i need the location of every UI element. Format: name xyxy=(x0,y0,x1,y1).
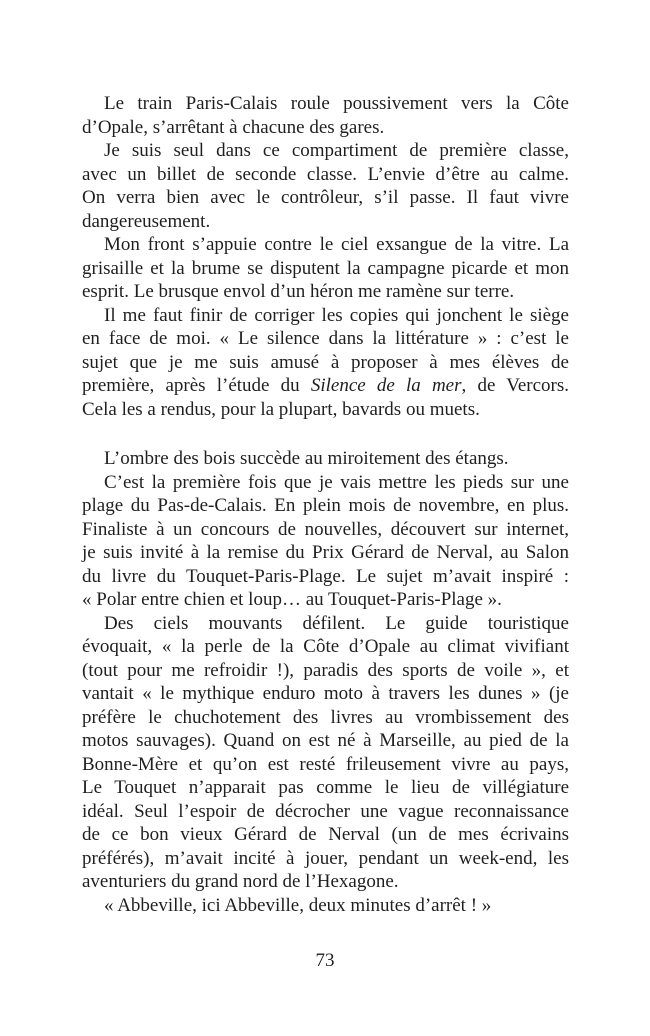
paragraph xyxy=(82,471,569,612)
text-run: Des ciels mouvants défilent. Le guide touristique xyxy=(104,612,569,634)
text-line xyxy=(82,706,569,730)
text-run: vantait « le mythique enduro moto à travers les dunes » (je xyxy=(82,683,569,704)
paragraph xyxy=(82,447,569,471)
text-line xyxy=(82,659,569,683)
text-line xyxy=(82,280,569,304)
text-line xyxy=(82,471,569,495)
paragraph xyxy=(82,304,569,422)
text-line xyxy=(82,447,569,471)
text-line xyxy=(82,800,569,824)
text-run: plage du Pas-de-Calais. En plein mois de novembre, en plus. xyxy=(82,495,569,516)
text-run: On verra bien avec le contrôleur, s’il passe. Il faut vivre xyxy=(82,187,569,208)
text-run: en face de moi. « Le silence dans la littérature » : c’est le xyxy=(82,328,569,349)
text-run: dangereusement. xyxy=(82,210,211,232)
text-line xyxy=(82,682,569,706)
text-run: , de Vercors. xyxy=(461,375,569,396)
text-line xyxy=(82,186,569,210)
paragraph xyxy=(82,894,569,918)
page-number: 73 xyxy=(315,950,335,971)
text-run: idéal. Seul l’espoir de décrocher une vague reconnaissance xyxy=(82,800,569,822)
text-run: Mon front s’appuie contre le ciel exsangue de la vitre. La xyxy=(104,234,569,255)
text-line xyxy=(82,894,569,918)
italic-book-title: Silence de la mer xyxy=(310,375,462,396)
text-run: (tout pour me refroidir !), paradis des sports de voile », et xyxy=(82,659,569,681)
text-line xyxy=(82,612,569,636)
text-line xyxy=(82,776,569,800)
text-run: « Abbeville, ici Abbeville, deux minutes d’arrêt ! » xyxy=(104,894,492,916)
text-run: « Polar entre chien et loup… au Touquet-Paris-Plage ». xyxy=(82,589,502,610)
text-run: avec un billet de seconde classe. L’envie d’être au calme. xyxy=(82,163,569,185)
text-line xyxy=(82,753,569,777)
text-line xyxy=(82,398,569,422)
paragraph xyxy=(82,233,569,304)
text-line xyxy=(82,92,569,116)
text-line xyxy=(82,729,569,753)
text-line xyxy=(82,541,569,565)
text-run: aventuriers du grand nord de l’Hexagone. xyxy=(82,871,399,892)
text-run: du livre du Touquet-Paris-Plage. Le sujet m’avait inspiré : xyxy=(82,565,569,587)
text-line xyxy=(82,870,569,894)
text-line xyxy=(82,565,569,589)
text-run: Cela les a rendus, pour la plupart, bavards ou muets. xyxy=(82,398,480,420)
text-line xyxy=(82,233,569,257)
text-run: Le train Paris-Calais roule poussivement vers la Côte xyxy=(104,93,569,114)
text-run: Finaliste à un concours de nouvelles, découvert sur internet, xyxy=(82,518,569,540)
text-line xyxy=(82,351,569,375)
text-line xyxy=(82,635,569,659)
text-block xyxy=(82,92,569,917)
text-run: esprit. Le brusque envol d’un héron me ramène sur terre. xyxy=(82,281,515,302)
text-line xyxy=(82,588,569,612)
text-line xyxy=(82,210,569,234)
text-line xyxy=(82,304,569,328)
text-run: Je suis seul dans ce compartiment de première classe, xyxy=(104,140,569,161)
text-run: grisaille et la brume se disputent la campagne picarde et mon xyxy=(82,257,569,279)
text-run: évoquait, « la perle de la Côte d’Opale au climat vivifiant xyxy=(82,636,569,657)
text-run: motos sauvages). Quand on est né à Marseille, au pied de la xyxy=(82,730,569,751)
text-line xyxy=(82,327,569,351)
text-line xyxy=(82,518,569,542)
text-run: première, après l’étude du xyxy=(82,375,311,396)
text-run: Bonne-Mère et qu’on est resté frileusement vivre au pays, xyxy=(82,753,569,775)
text-run: préférés), m’avait incité à jouer, pendant un week-end, les xyxy=(82,847,569,869)
text-run: je suis invité à la remise du Prix Gérard de Nerval, au Salon xyxy=(82,542,569,563)
text-run: d’Opale, s’arrêtant à chacune des gares. xyxy=(82,116,385,138)
text-line xyxy=(82,494,569,518)
text-line xyxy=(82,139,569,163)
text-run: de ce bon vieux Gérard de Nerval (un de mes écrivains xyxy=(82,824,569,845)
text-run: L’ombre des bois succède au miroitement des étangs. xyxy=(104,448,509,469)
text-line xyxy=(82,847,569,871)
text-line xyxy=(82,116,569,140)
text-run: préfère le chuchotement des livres au vrombissement des xyxy=(82,706,569,728)
text-line xyxy=(82,374,569,398)
paragraph xyxy=(82,612,569,894)
text-run: C’est la première fois que je vais mettre les pieds sur une xyxy=(104,471,569,493)
text-run: Le Touquet n’apparait pas comme le lieu de villégiature xyxy=(82,777,569,798)
text-run: Il me faut finir de corriger les copies qui jonchent le siège xyxy=(104,304,569,326)
paragraph xyxy=(82,139,569,233)
text-line xyxy=(82,823,569,847)
text-run: sujet que je me suis amusé à proposer à mes élèves de xyxy=(82,351,569,373)
text-line xyxy=(82,163,569,187)
text-line xyxy=(82,257,569,281)
paragraph xyxy=(82,92,569,139)
